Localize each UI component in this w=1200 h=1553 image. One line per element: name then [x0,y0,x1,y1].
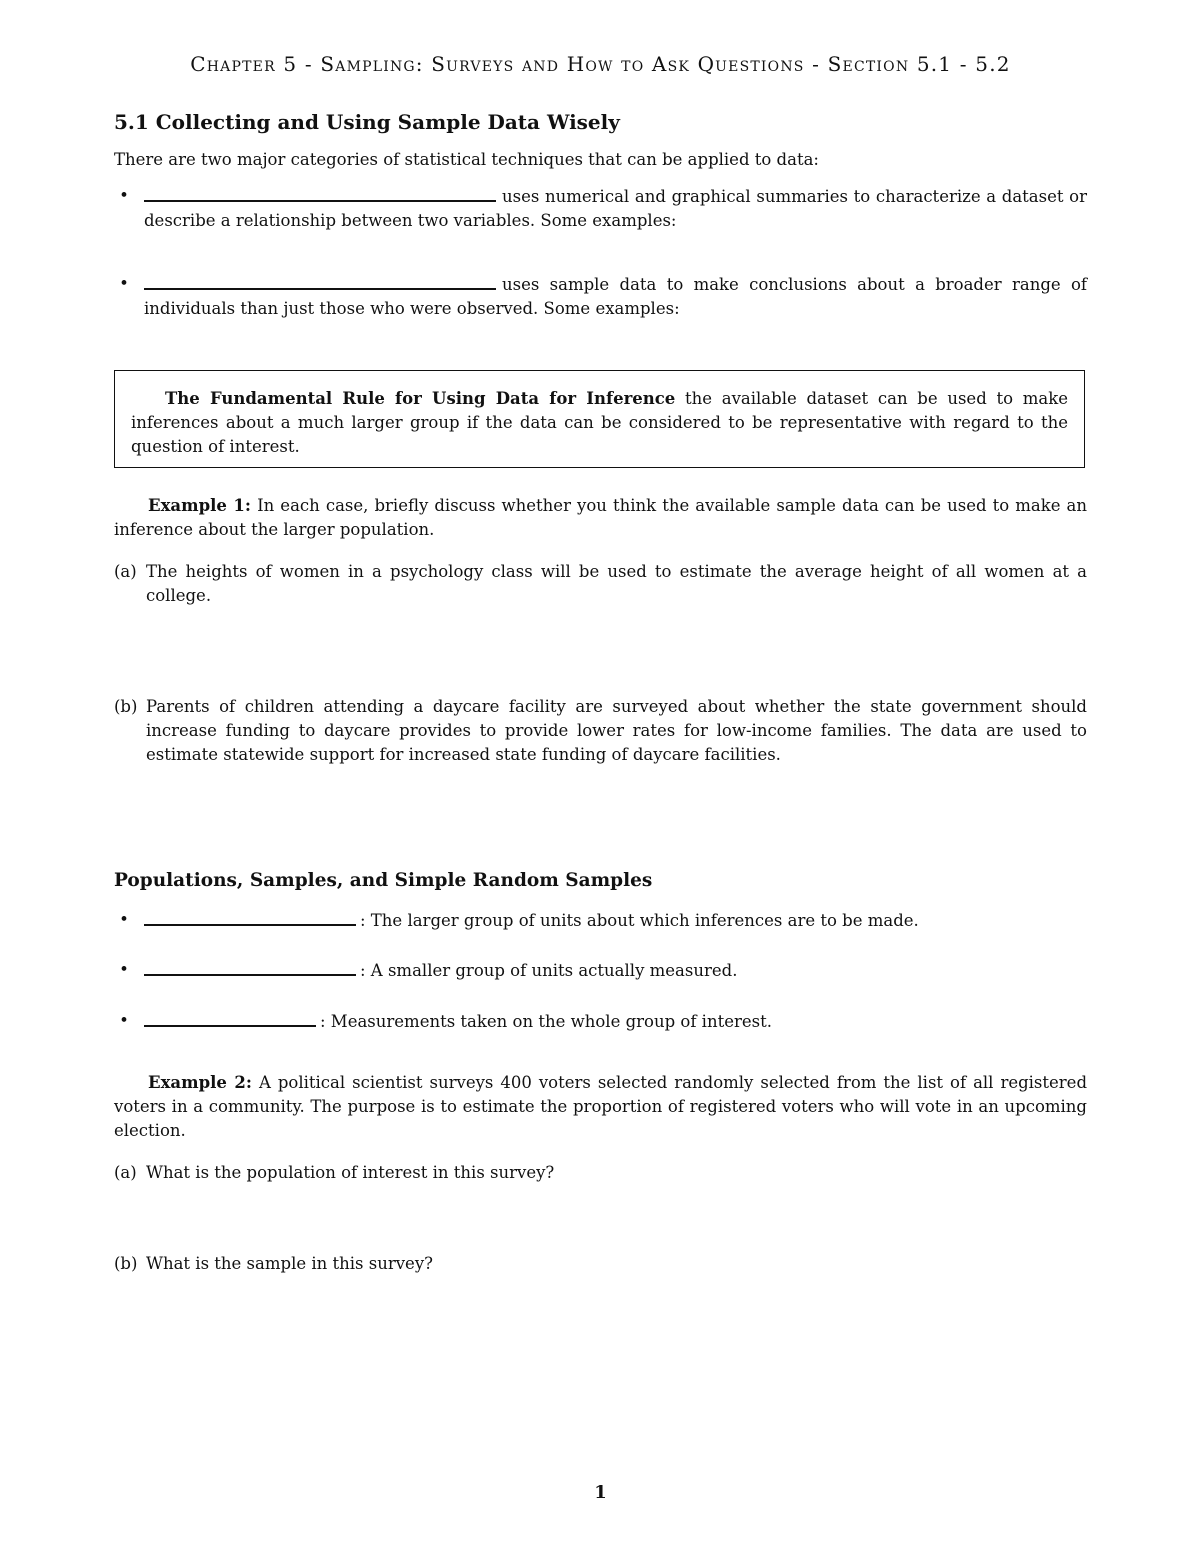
fill-in-blank[interactable] [144,184,496,202]
example-2-item-a [114,1161,1087,1185]
bullet-text: uses numerical and graphical summaries to characterize a dataset or describe a relationship between two variables. Some examples: [144,187,1087,230]
definition-sample [119,958,1087,983]
bullet-text: uses sample data to make conclusions about a broader range of individuals than just those who were observed. Some examples: [144,275,1087,318]
document-page [114,0,1087,1553]
example-2-item-b [114,1252,1087,1276]
example-2-text: A political scientist surveys 400 voters selected randomly selected from the list of all registered voters in a community. The purpose is to estimate the proportion of registered voters who will vote in an upcoming election. [114,1073,1088,1140]
chapter-title: Chapter 5 - Sampling: Surveys and How to Ask Questions - Section 5.1 - 5.2 [190,52,1011,76]
item-label: (b) [114,1254,138,1273]
example-1-label: Example 1: [148,496,252,515]
example-1-item-b [114,695,1087,767]
bullet-icon: • [119,274,129,293]
item-text: What is the sample in this survey? [146,1254,433,1273]
section-heading: 5.1 Collecting and Using Sample Data Wisely [114,110,620,134]
item-label: (a) [114,562,137,581]
item-text: The heights of women in a psychology class will be used to estimate the average height of all women at a college. [146,562,1087,605]
item-text: Parents of children attending a daycare facility are surveyed about whether the state government should increase funding to daycare provides to provide lower rates for low-income families. The data are used to estimate statewide support for increased state funding of daycare facilities. [146,697,1087,764]
fundamental-rule-title: The Fundamental Rule for Using Data for Inference [165,389,676,408]
example-2-paragraph [114,1071,1087,1143]
subsection-heading: Populations, Samples, and Simple Random Samples [114,870,653,891]
item-label: (b) [114,697,138,716]
bullet-inferential-statistics [119,272,1087,321]
example-1-text: In each case, briefly discuss whether you think the available sample data can be used to make an inference about the larger population. [114,496,1088,539]
fill-in-blank[interactable] [144,908,356,926]
page-number: 1 [594,1482,607,1503]
definition-population [119,908,1087,933]
example-1-item-a [114,560,1087,608]
bullet-icon: • [119,910,129,929]
definition-text: : The larger group of units about which inferences are to be made. [360,911,919,930]
definition-text: : A smaller group of units actually measured. [360,961,738,980]
intro-paragraph: There are two major categories of statistical techniques that can be applied to data: [114,150,819,169]
bullet-icon: • [119,186,129,205]
example-1-paragraph [114,494,1087,542]
fundamental-rule-text [131,387,1068,459]
fundamental-rule-body: the available dataset can be used to make inferences about a much larger group if the data can be considered to be representative with regard to the question of interest. [131,389,1068,456]
bullet-icon: • [119,960,129,979]
bullet-descriptive-statistics [119,184,1087,233]
bullet-icon: • [119,1011,129,1030]
example-2-label: Example 2: [148,1073,252,1092]
fill-in-blank[interactable] [144,958,356,976]
definition-census [119,1009,1087,1034]
item-label: (a) [114,1163,137,1182]
item-text: What is the population of interest in this survey? [146,1163,555,1182]
fundamental-rule-box [114,370,1085,468]
fill-in-blank[interactable] [144,272,496,290]
fill-in-blank[interactable] [144,1009,316,1027]
definition-text: : Measurements taken on the whole group of interest. [320,1012,772,1031]
